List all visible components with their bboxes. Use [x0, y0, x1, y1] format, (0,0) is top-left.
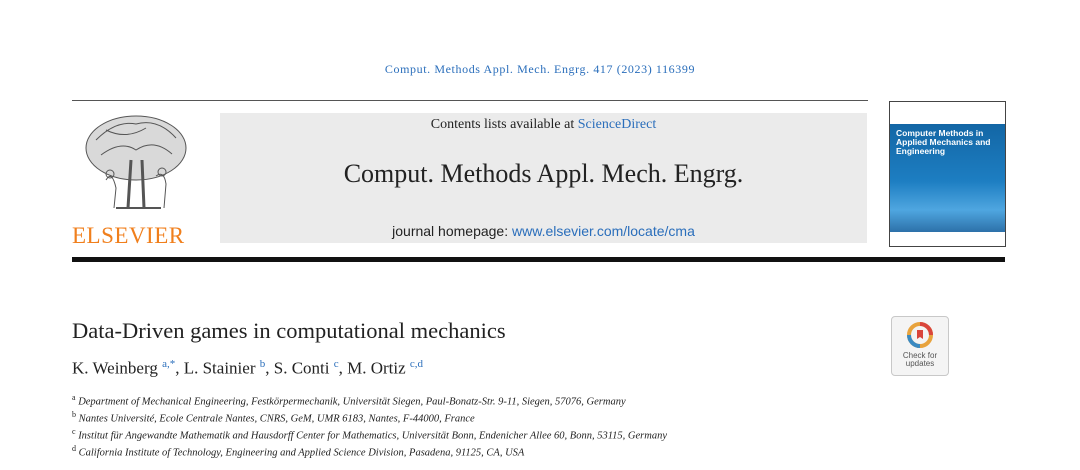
affiliation-marker: b: [72, 410, 76, 419]
elsevier-wordmark: ELSEVIER: [72, 223, 185, 248]
affiliation-b: [72, 410, 475, 425]
affiliation-d: [72, 444, 524, 459]
homepage-line: [220, 223, 867, 239]
author-affiliation-marker[interactable]: b: [259, 358, 266, 370]
check-label-line1: Check for: [902, 351, 938, 360]
journal-citation[interactable]: Comput. Methods Appl. Mech. Engrg. 417 (2023) 116399: [384, 62, 696, 76]
homepage-prefix: journal homepage:: [392, 223, 513, 239]
affiliation-a: [72, 393, 626, 408]
affiliation-marker: d: [72, 444, 76, 453]
contents-prefix: Contents lists available at: [430, 117, 578, 132]
cover-header-strip: [890, 102, 1005, 124]
author-affiliation-marker[interactable]: c: [333, 358, 339, 370]
author-name[interactable]: L. Stainier: [183, 358, 256, 378]
author-affiliation-marker[interactable]: c,d: [409, 358, 424, 370]
author-name[interactable]: K. Weinberg: [72, 358, 158, 378]
sciencedirect-link[interactable]: ScienceDirect: [577, 117, 657, 132]
contents-line: [220, 117, 867, 133]
elsevier-logo[interactable]: [72, 110, 212, 246]
author-affiliation-marker[interactable]: a,*: [162, 358, 176, 370]
check-label-line2: updates: [905, 359, 935, 368]
check-for-updates-label: [892, 352, 948, 368]
cover-footer-strip: [890, 232, 1005, 246]
header-divider: [72, 100, 868, 101]
affiliation-marker: c: [72, 427, 76, 436]
journal-title: Comput. Methods Appl. Mech. Engrg.: [343, 159, 744, 188]
affiliation-text: Institut für Angewandte Mathematik and Hausdorff Center for Mathematics, Universität Bonn, Endenicher Allee 60, Bonn, 53115, Germany: [78, 430, 667, 442]
affiliation-c: [72, 427, 667, 442]
author-name[interactable]: S. Conti: [273, 358, 330, 378]
affiliation-text: Nantes Université, Ecole Centrale Nantes, CNRS, GeM, UMR 6183, Nantes, F-44000, France: [78, 413, 475, 425]
author-list: K. Weinberg $^{a,*}$, L. Stainier $^b$, S. Conti $^c$, M. Ortiz $^{c,d}$: [72, 358, 424, 378]
article-title: Data-Driven games in computational mechanics: [72, 318, 506, 343]
cover-title: Computer Methods in Applied Mechanics and Engineering: [896, 128, 991, 156]
affiliation-text: California Institute of Technology, Engineering and Applied Science Division, Pasadena, 91125, CA, USA: [78, 447, 525, 459]
author-name[interactable]: M. Ortiz: [347, 358, 406, 378]
header-thick-divider: [72, 257, 1005, 262]
check-for-updates-button[interactable]: [891, 316, 949, 376]
affiliation-marker: a: [72, 393, 76, 402]
elsevier-tree-icon: [76, 110, 196, 220]
check-for-updates-icon: [907, 322, 933, 348]
journal-homepage-link[interactable]: www.elsevier.com/locate/cma: [512, 223, 695, 239]
journal-banner: [220, 113, 867, 243]
journal-cover-image[interactable]: [889, 101, 1006, 247]
affiliation-text: Department of Mechanical Engineering, Festkörpermechanik, Universität Siegen, Paul-Bonatz-Str. 9-11, Siegen, 57076, Germany: [78, 396, 626, 408]
